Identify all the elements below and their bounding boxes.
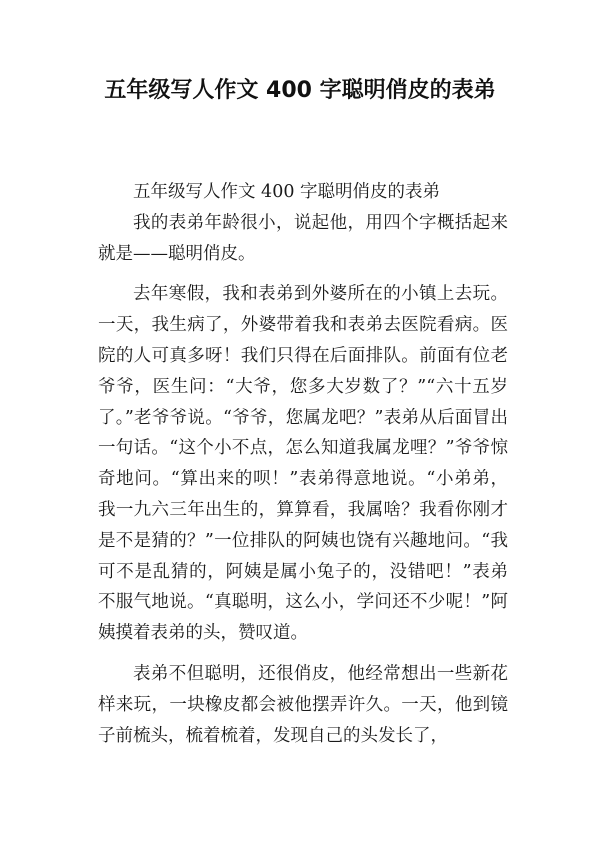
body-paragraph-intro: 我的表弟年龄很小，说起他，用四个字概括起来就是——聪明俏皮。 xyxy=(98,212,508,264)
body-paragraph-playful: 表弟不但聪明，还很俏皮，他经常想出一些新花样来玩，一块橡皮都会被他摆弄许久。一天，他到镜子前梳头，梳着梳着，发现自己的头发长了， xyxy=(98,663,508,746)
document-title: 五年级写人作文 400 字聪明俏皮的表弟 xyxy=(104,78,496,103)
body-paragraph-title: 五年级写人作文 400 字聪明俏皮的表弟 xyxy=(133,182,441,202)
body-paragraph-hospital: 去年寒假，我和表弟到外婆所在的小镇上去玩。一天，我生病了，外婆带着我和表弟去医院看病。医院的人可真多呀！我们只得在后面排队。前面有位老爷爷，医生问：“大爷，您多大岁数了？”“六十五岁了。”老爷爷说。“爷爷，您属龙吧？”表弟从后面冒出一句话。“这个小不点，怎么知道我属龙哩？”爷爷惊奇地问。“算出来的呗！”表弟得意地说。“小弟弟，我一九六三年出生的，算算看，我属啥？我看你刚才是不是猜的？”一位排队的阿姨也饶有兴趣地问。“我可不是乱猜的，阿姨是属小兔子的，没错吧！”表弟不服气地说。“真聪明，这么小，学问还不少呢！”阿姨摸着表弟的头，赞叹道。 xyxy=(98,284,508,644)
document-body xyxy=(98,177,508,751)
